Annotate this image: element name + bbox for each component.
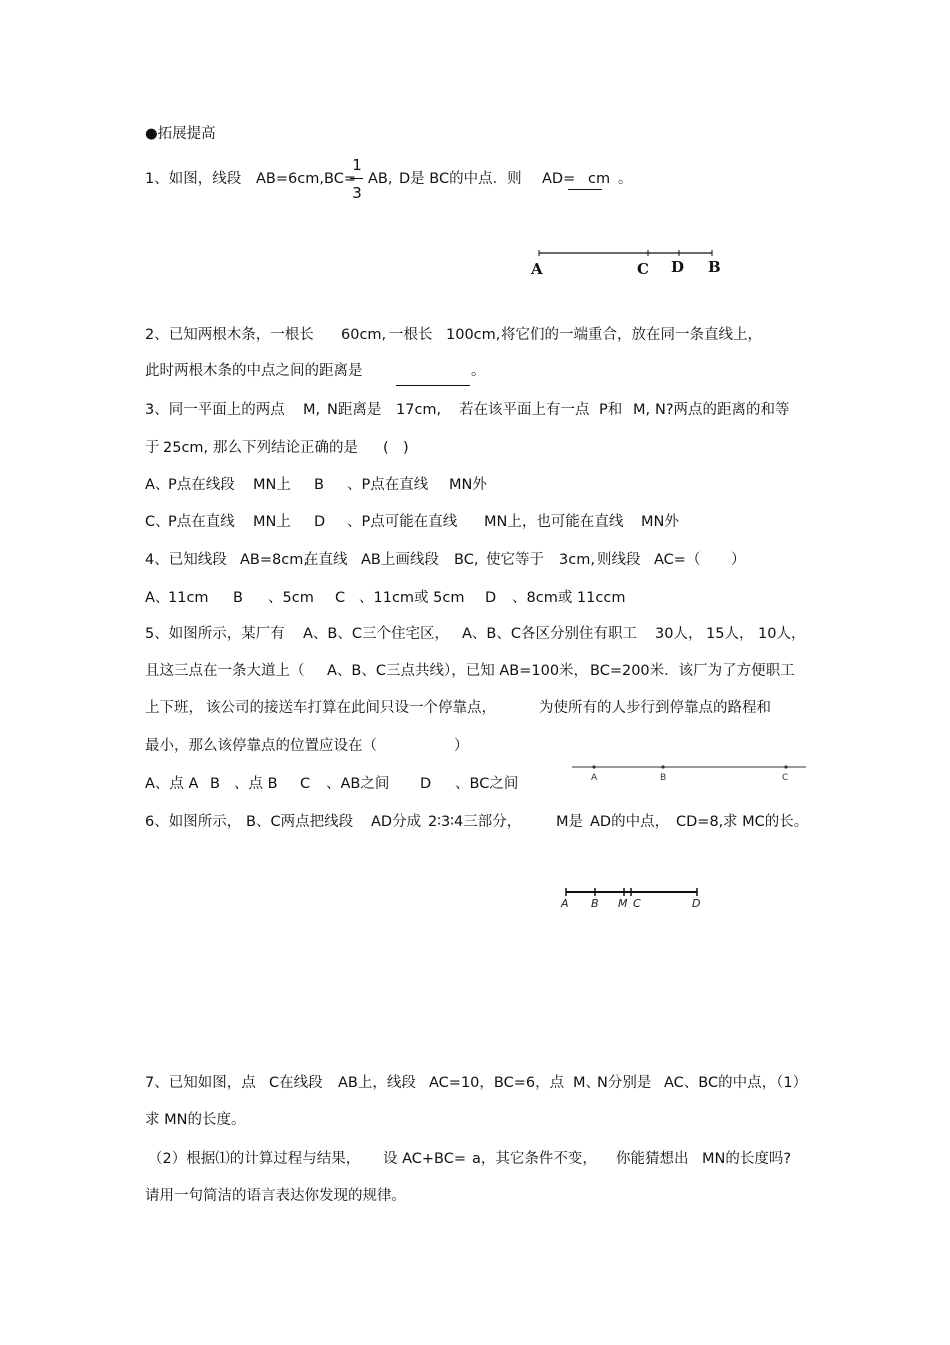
point-label-a: A <box>591 773 598 783</box>
point-label-d: D <box>671 258 685 276</box>
point-label-d: D <box>692 897 701 910</box>
point-label-a: A <box>561 897 569 910</box>
point-label-c: C <box>633 897 641 910</box>
point-label-c: C <box>637 260 649 278</box>
fraction-numerator: 1 <box>352 156 362 174</box>
point-label-c: C <box>782 773 789 783</box>
fraction-denominator: 3 <box>352 184 362 202</box>
point-label-b: B <box>660 773 667 783</box>
point-label-b: B <box>591 897 599 910</box>
point-label-m: M <box>618 897 628 910</box>
point-label-b: B <box>708 258 721 276</box>
point-label-a: A <box>531 260 543 278</box>
